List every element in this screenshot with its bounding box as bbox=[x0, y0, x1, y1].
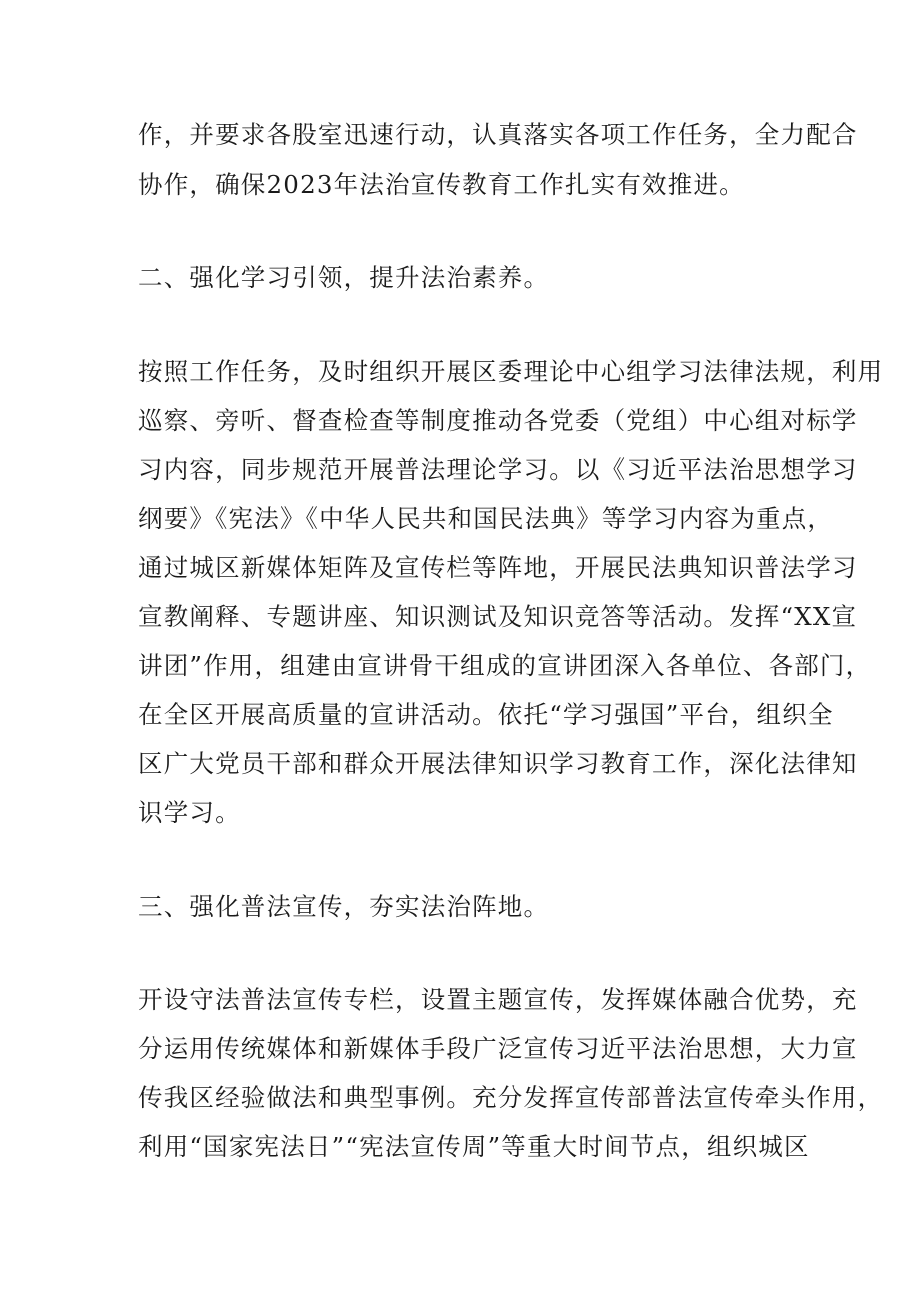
section-heading-3: 三、强化普法宣传，夯实法治阵地。 bbox=[138, 892, 550, 921]
paragraph-1-line-1: 作，并要求各股室迅速行动，认真落实各项工作任务，全力配合 bbox=[138, 120, 858, 149]
paragraph-3-line-1: 开设守法普法宣传专栏，设置主题宣传，发挥媒体融合优势，充 bbox=[138, 985, 858, 1014]
paragraph-3-line-4: 利用“国家宪法日”“宪法宣传周”等重大时间节点，组织城区 bbox=[138, 1132, 810, 1161]
paragraph-2-line-4: 纲要》《宪法》《中华人民共和国民法典》等学习内容为重点， bbox=[138, 504, 834, 533]
paragraph-2-line-6: 宣教阐释、专题讲座、知识测试及知识竞答等活动。发挥“XX宣 bbox=[138, 602, 858, 631]
paragraph-1-line-2: 协作，确保2023年法治宣传教育工作扎实有效推进。 bbox=[138, 170, 745, 199]
paragraph-2-line-1: 按照工作任务，及时组织开展区委理论中心组学习法律法规，利用 bbox=[138, 357, 884, 386]
paragraph-2-line-5: 通过城区新媒体矩阵及宣传栏等阵地，开展民法典知识普法学习 bbox=[138, 553, 858, 582]
paragraph-2-line-2: 巡察、旁听、督查检查等制度推动各党委（党组）中心组对标学 bbox=[138, 406, 858, 435]
section-heading-2: 二、强化学习引领，提升法治素养。 bbox=[138, 263, 550, 292]
paragraph-2-line-3: 习内容，同步规范开展普法理论学习。以《习近平法治思想学习 bbox=[138, 455, 858, 484]
paragraph-3-line-3: 传我区经验做法和典型事例。充分发挥宣传部普法宣传牵头作用， bbox=[138, 1083, 884, 1112]
paragraph-2-line-7: 讲团”作用，组建由宣讲骨干组成的宣讲团深入各单位、各部门， bbox=[138, 651, 872, 680]
paragraph-2-line-8: 在全区开展高质量的宣讲活动。依托“学习强国”平台，组织全 bbox=[138, 700, 834, 729]
paragraph-2-line-10: 识学习。 bbox=[138, 798, 241, 827]
paragraph-3-line-2: 分运用传统媒体和新媒体手段广泛宣传习近平法治思想，大力宣 bbox=[138, 1034, 858, 1063]
paragraph-2-line-9: 区广大党员干部和群众开展法律知识学习教育工作，深化法律知 bbox=[138, 749, 858, 778]
